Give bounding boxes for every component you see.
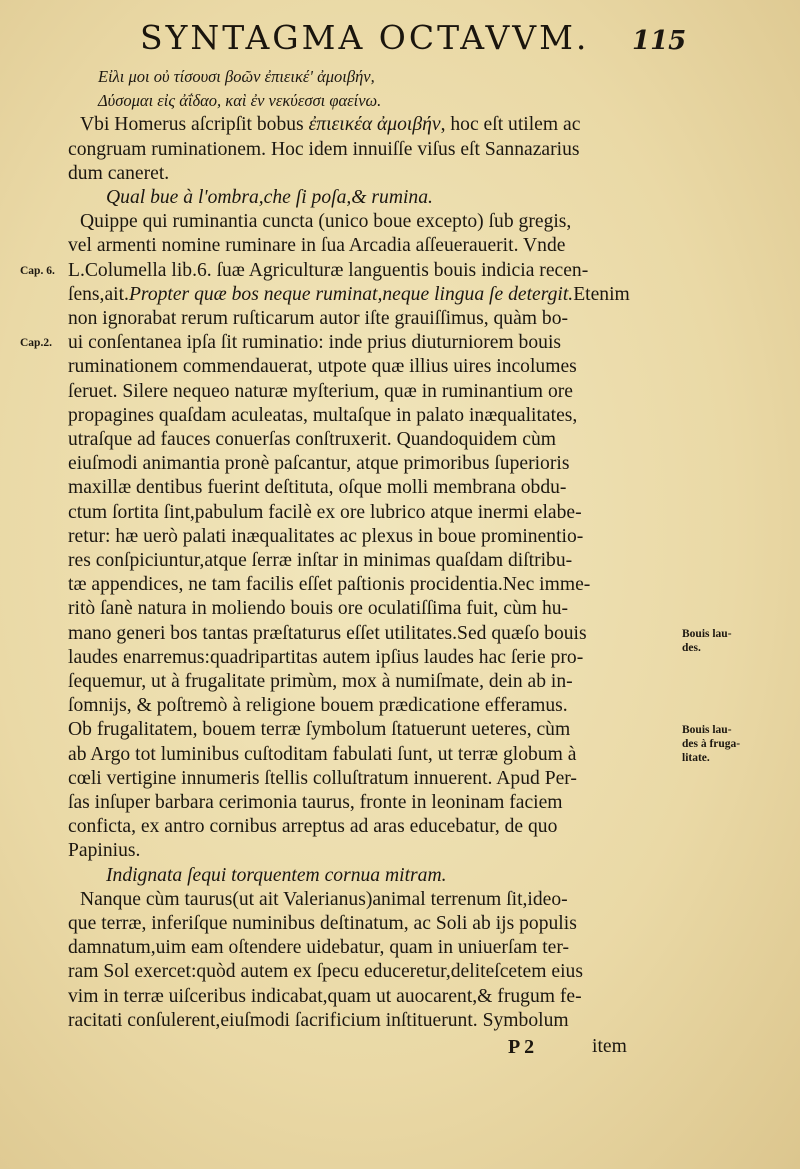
text-line: conficta, ex antro cornibus arreptus ad aras educebatur, de quo: [68, 816, 558, 838]
text-line: ſequemur, ut à frugalitate primùm, mox à numiſmate, dein ab in-: [68, 671, 573, 692]
page-number: 115: [632, 26, 687, 56]
text-line: Papinius.: [68, 840, 141, 862]
text-line: Nanque cùm taurus(ut ait Valerianus)animal terrenum ſit,ideo-: [80, 888, 568, 910]
text-line: congruam ruminationem. Hoc idem innuiſſe viſus eſt Sannazarius: [68, 138, 580, 160]
text-segment: , hoc eſt utilem ac: [440, 114, 581, 136]
margin-note-line: des à fruga-: [682, 738, 741, 751]
running-title: SYNTAGMA OCTAVVM.: [140, 18, 590, 57]
margin-note-line: des.: [682, 641, 701, 654]
text-segment: Etenim: [573, 283, 630, 305]
text-line: Qual bue à l'ombra,che ſi poſa,& rumina.: [106, 187, 433, 208]
text-line: damnatum,uim eam oſtendere uidebatur, quam in uniuerſam ter-: [68, 937, 570, 959]
right-margin-note: [682, 627, 732, 655]
text-line: maxillæ dentibus fuerint deſtituta, oſque molli membrana obdu-: [68, 477, 567, 499]
catchword: item: [592, 1036, 627, 1057]
text-line: ſas inſuper barbara cerimonia taurus, fronte in leoninam faciem: [68, 792, 563, 813]
text-line: Indignata ſequi torquentem cornua mitram.: [106, 864, 447, 886]
text-line: ab Argo tot luminibus cuſtoditam fabulati ſunt, ut terræ globum à: [68, 743, 577, 765]
left-margin-note: Cap.2.: [20, 337, 52, 350]
text-line: eiuſmodi animantia pronè paſcantur, atque primoribus ſuperioris: [68, 453, 570, 475]
text-segment: ſens,ait.: [68, 283, 129, 305]
text-line: ſomnijs, & poſtremò à religione bouem prædicatione efferamus.: [68, 695, 568, 717]
text-line: Εἰλι μοι οὐ τίσουσι βοῶν ἐπιεικέ' ἀμοιβήν,: [98, 67, 375, 86]
margin-note-line: Bouis lau-: [682, 627, 732, 640]
text-line: racitati conſulerent,eiuſmodi ſacrificium inſtituerunt. Symbolum: [68, 1009, 569, 1031]
text-line: utraſque ad fauces conuerſas conſtruxerit. Quandoquidem cùm: [68, 429, 557, 450]
text-line: tæ appendices, ne tam facilis eſſet paſtionis procidentia.Nec imme-: [68, 574, 591, 596]
text-line: mano generi bos tantas præſtaturus eſſet utilitates.Sed quæſo bouis: [68, 622, 587, 644]
text-segment: Propter quæ bos neque ruminat,neque lingua ſe detergit.: [128, 283, 574, 305]
text-line: ſeruet. Silere nequeo naturæ myſterium, quæ in ruminantium ore: [68, 380, 573, 402]
text-line: L.Columella lib.6. ſuæ Agriculturæ languentis bouis indicia recen-: [68, 259, 589, 281]
text-line: que terræ, inferiſque numinibus deſtinatum, ac Soli ab ijs populis: [68, 913, 577, 934]
text-line: retur: hæ uerò palati inæqualitates ac plexus in boue prominentio-: [68, 525, 584, 547]
text-segment: ἐπιεικέα ἀμοιβήν: [308, 114, 441, 136]
text-line: Ob frugalitatem, bouem terræ ſymbolum ſtatuerunt ueteres, cùm: [68, 719, 571, 741]
text-line: laudes enarremus:quadripartitas autem ipſius laudes hac ſerie pro-: [68, 646, 584, 668]
text-line: ctum ſortita ſint,pabulum facilè ex ore lubrico atque inermi elabe-: [68, 501, 582, 523]
margin-note-line: Bouis lau-: [682, 724, 732, 737]
text-line: ritò ſanè natura in moliendo bouis ore oculatiſſima fuit, cùm hu-: [68, 598, 569, 620]
text-line: dum caneret.: [68, 162, 170, 184]
text-line: ram Sol exercet:quòd autem ex ſpecu educeretur,deliteſcetem eius: [68, 961, 583, 983]
page-header: [140, 14, 687, 64]
signature-mark: P 2: [508, 1036, 535, 1058]
margin-note-line: litate.: [682, 752, 710, 765]
text-line: vel armenti nomine ruminare in ſua Arcadia aſſeuerauerit. Vnde: [68, 235, 566, 257]
main-text-block: [68, 62, 678, 1162]
right-margin-note: [682, 723, 740, 765]
text-line: cœli vertigine innumeris ſtellis colluſtratum innuerent. Apud Per-: [68, 767, 577, 789]
text-line: ui conſentanea ipſa ſit ruminatio: inde prius diuturniorem bouis: [68, 332, 562, 354]
text-line: vim in terræ uiſceribus indicabat,quam ut auocarent,& frugum fe-: [68, 985, 582, 1007]
left-margin-note: Cap. 6.: [20, 264, 55, 277]
text-segment: Vbi Homerus aſcripſit bobus: [80, 114, 309, 136]
text-line: Quippe qui ruminantia cuncta (unico boue excepto) ſub gregis,: [80, 211, 572, 233]
text-line: non ignorabat rerum ruſticarum autor iſte grauiſſimus, quàm bo-: [68, 308, 569, 329]
text-line: propagines quaſdam aculeatas, multaſque in palato inæqualitates,: [68, 404, 578, 426]
text-line: Δύσομαι εἰς ἀΐδαο, καὶ ἐν νεκύεσσι φαείνω.: [98, 91, 382, 111]
text-line: ruminationem commendauerat, utpote quæ illius uires incolumes: [68, 356, 577, 378]
text-line: res conſpiciuntur,atque ſerræ inſtar in minimas quaſdam diſtribu-: [68, 550, 573, 571]
